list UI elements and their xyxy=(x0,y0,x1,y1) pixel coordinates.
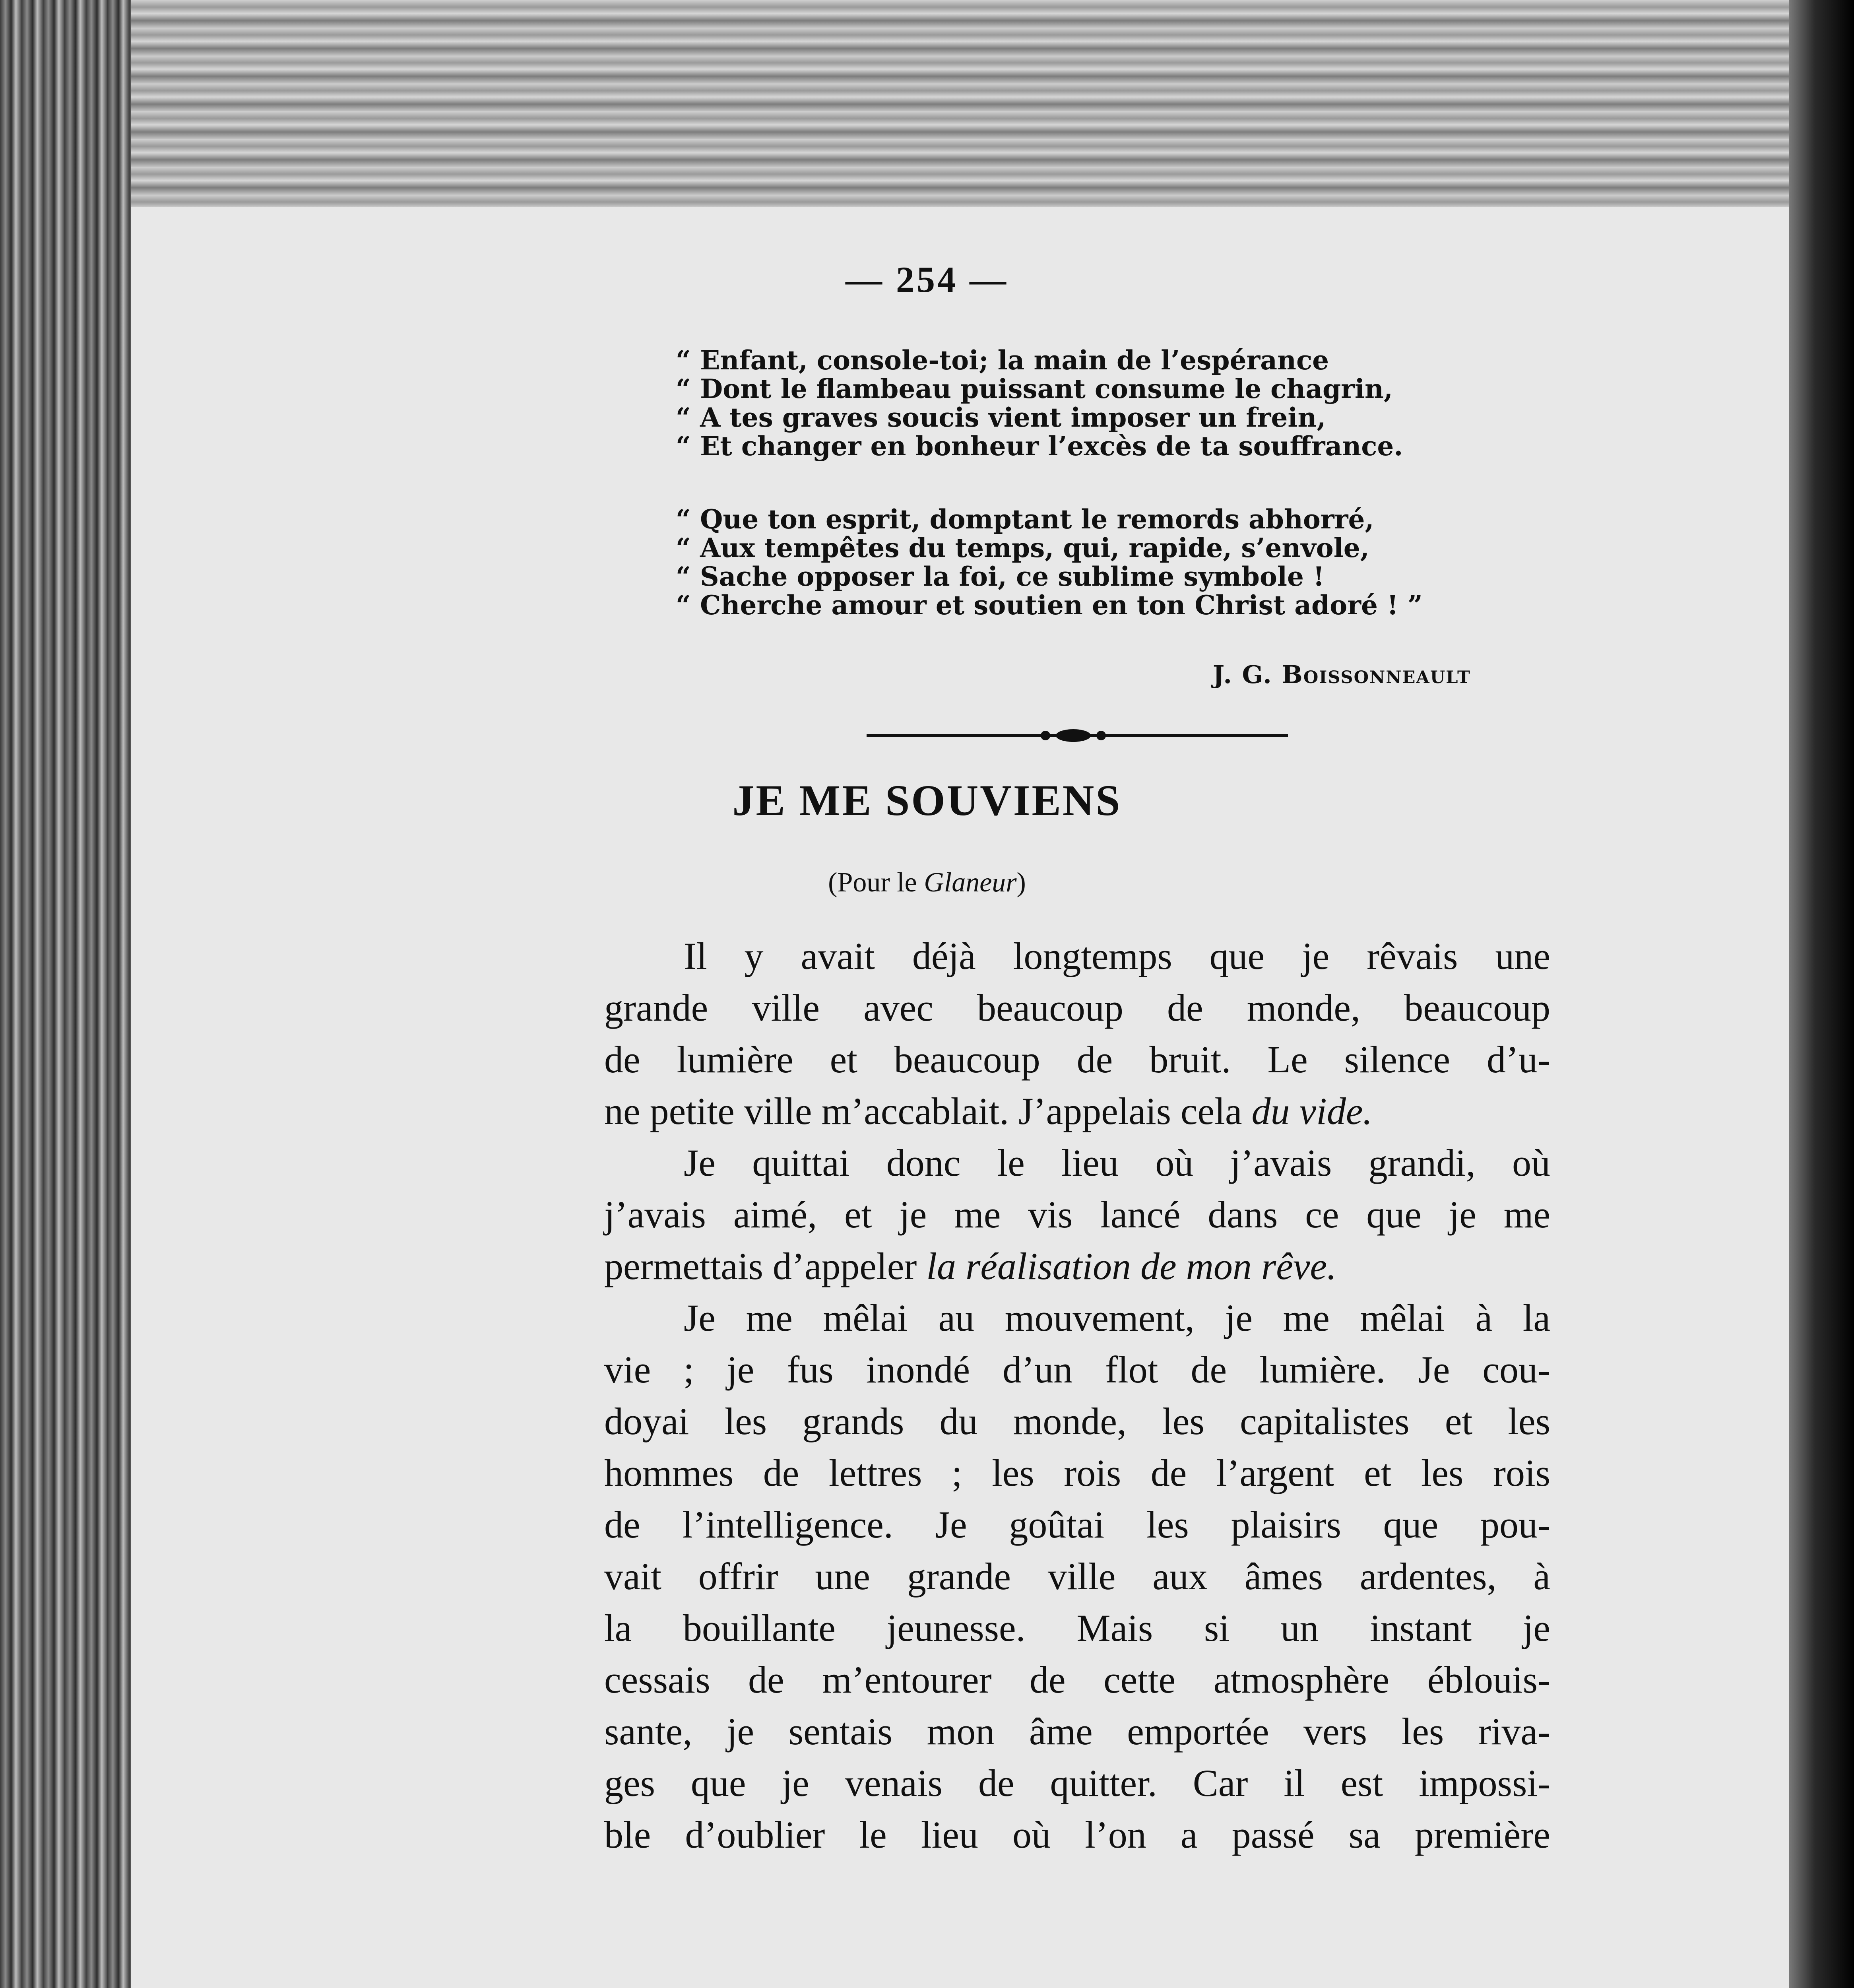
poem-line: “ Que ton esprit, domptant le remords abhorré, xyxy=(676,504,1374,535)
body-line: j’avais aimé, et je me vis lancé dans ce que je me xyxy=(604,1193,1550,1236)
body-line: vait offrir une grande ville aux âmes ardentes, à xyxy=(604,1555,1550,1598)
poem-line: “ Sache opposer la foi, ce sublime symbole ! xyxy=(676,561,1325,592)
body-line: ble d’oublier le lieu où l’on a passé sa première xyxy=(604,1813,1550,1856)
body-line: sante, je sentais mon âme emportée vers les riva- xyxy=(604,1710,1550,1753)
body-line: la bouillante jeunesse. Mais si un instant je xyxy=(604,1607,1550,1649)
body-italic: du vide. xyxy=(1251,1090,1373,1132)
body-line: Je quittai donc le lieu où j’avais grandi, où xyxy=(684,1142,1550,1184)
subtitle-publication: Glaneur xyxy=(924,867,1017,898)
poem-line: “ A tes graves soucis vient imposer un frein, xyxy=(676,402,1326,433)
body-line: vie ; je fus inondé d’un flot de lumière. Je cou- xyxy=(604,1348,1550,1391)
article-title: JE ME SOUVIENS xyxy=(732,776,1122,825)
page-number: — 254 — xyxy=(846,259,1008,300)
poem-line: “ Cherche amour et soutien en ton Christ adoré ! ” xyxy=(676,590,1423,621)
body-text: permettais d’appeler xyxy=(604,1245,927,1287)
body-line: Je me mêlai au mouvement, je me mêlai à la xyxy=(684,1297,1550,1339)
body-text: ne petite ville m’accablait. J’appelais cela xyxy=(604,1090,1252,1132)
body-line xyxy=(604,1241,1550,1292)
subtitle-suffix: ) xyxy=(1016,867,1026,898)
body-line: cessais de m’entourer de cette atmosphère éblouis- xyxy=(604,1658,1550,1701)
body-line: doyai les grands du monde, les capitalistes et les xyxy=(604,1400,1550,1442)
poem-signature: J. G. Boissonneault xyxy=(1212,660,1471,689)
body-italic: la réalisation de mon rêve. xyxy=(926,1245,1337,1287)
poem-line: “ Enfant, console-toi; la main de l’espérance xyxy=(676,345,1329,376)
article-subtitle xyxy=(0,867,1854,899)
body-line: de lumière et beaucoup de bruit. Le silence d’u- xyxy=(604,1038,1550,1081)
poem-line: “ Dont le flambeau puissant consume le chagrin, xyxy=(676,373,1393,404)
ornamental-divider xyxy=(867,724,1288,747)
body-line: grande ville avec beaucoup de monde, beaucoup xyxy=(604,986,1550,1029)
poem-line: “ Aux tempêtes du temps, qui, rapide, s’envole, xyxy=(676,532,1369,563)
poem-line: “ Et changer en bonheur l’excès de ta souffrance. xyxy=(676,431,1403,462)
poem-stanza-2 xyxy=(676,505,1511,619)
body-line: Il y avait déjà longtemps que je rêvais une xyxy=(684,935,1550,977)
poem-stanza-1 xyxy=(676,346,1511,460)
body-line: de l’intelligence. Je goûtai les plaisirs que pou- xyxy=(604,1503,1550,1546)
body-line: ges que je venais de quitter. Car il est impossi- xyxy=(604,1762,1550,1804)
body-line: hommes de lettres ; les rois de l’argent et les rois xyxy=(604,1452,1550,1494)
scan-top-band xyxy=(80,0,1821,207)
article-body xyxy=(604,930,1550,1861)
body-line xyxy=(604,1085,1550,1137)
subtitle-prefix: (Pour le xyxy=(828,867,924,898)
